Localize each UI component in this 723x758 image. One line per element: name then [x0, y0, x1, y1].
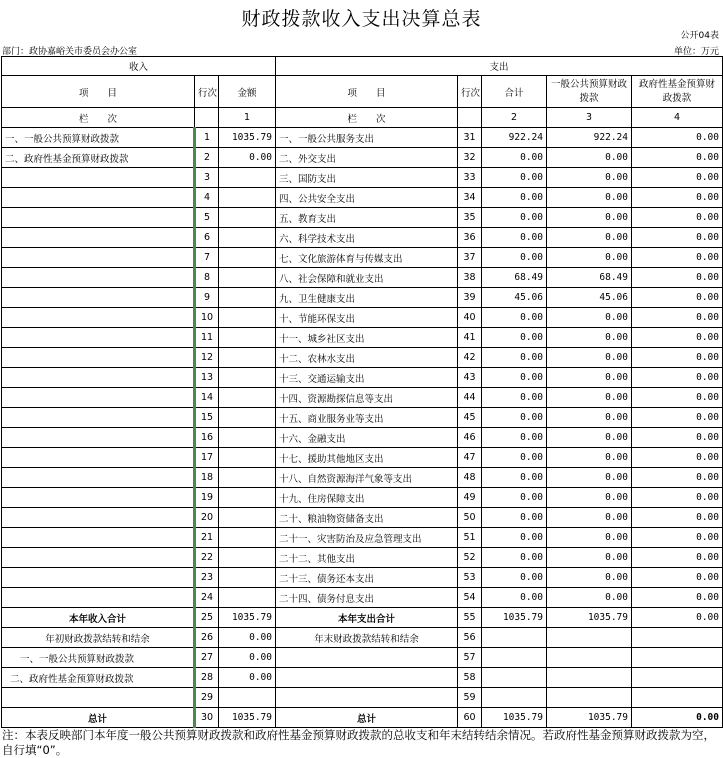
expense-total: 0.00	[482, 428, 547, 448]
expense-item: 五、教育支出	[276, 208, 458, 228]
expense-item: 十一、城乡社区支出	[276, 328, 458, 348]
expense-total: 0.00	[482, 168, 547, 188]
expense-general-budget: 0.00	[547, 388, 632, 408]
expense-row-no: 31	[458, 128, 482, 148]
expense-row-no: 54	[458, 588, 482, 608]
expense-total: 1035.79	[482, 608, 547, 628]
income-row-no: 19	[195, 488, 219, 508]
table-row	[2, 548, 723, 568]
expense-row-no: 52	[458, 548, 482, 568]
income-amount: 1035.79	[219, 608, 276, 628]
expense-general-budget: 0.00	[547, 208, 632, 228]
income-item	[2, 528, 195, 548]
expense-general-budget: 68.49	[547, 268, 632, 288]
expense-gov-fund: 0.00	[632, 468, 723, 488]
income-amount	[219, 408, 276, 428]
expense-row-no: 50	[458, 508, 482, 528]
income-amount	[219, 208, 276, 228]
expense-total: 0.00	[482, 248, 547, 268]
expense-item: 三、国防支出	[276, 168, 458, 188]
expense-gov-fund: 0.00	[632, 528, 723, 548]
income-row-no: 2	[195, 148, 219, 168]
expense-total: 0.00	[482, 488, 547, 508]
table-row	[2, 268, 723, 288]
income-item	[2, 328, 195, 348]
expense-row-no: 38	[458, 268, 482, 288]
expense-item: 十五、商业服务业等支出	[276, 408, 458, 428]
income-amount	[219, 288, 276, 308]
income-item	[2, 348, 195, 368]
expense-total: 0.00	[482, 308, 547, 328]
table-row	[2, 308, 723, 328]
expense-general-budget: 922.24	[547, 128, 632, 148]
expense-total	[482, 668, 547, 688]
income-item: 一、一般公共预算财政拨款	[2, 128, 195, 148]
income-amount	[219, 528, 276, 548]
expense-item: 十九、住房保障支出	[276, 488, 458, 508]
income-amount	[219, 428, 276, 448]
income-row-no: 5	[195, 208, 219, 228]
income-amount	[219, 588, 276, 608]
expense-item: 十七、援助其他地区支出	[276, 448, 458, 468]
income-row-no: 21	[195, 528, 219, 548]
expense-item: 十、节能环保支出	[276, 308, 458, 328]
expense-header: 支出	[276, 57, 723, 76]
table-row	[2, 468, 723, 488]
income-row-no: 20	[195, 508, 219, 528]
expense-item: 二十三、债务还本支出	[276, 568, 458, 588]
expense-general-budget: 0.00	[547, 448, 632, 468]
expense-general-budget: 0.00	[547, 488, 632, 508]
expense-gov-fund: 0.00	[632, 208, 723, 228]
expense-row-no: 43	[458, 368, 482, 388]
income-item	[2, 228, 195, 248]
expense-item: 二、外交支出	[276, 148, 458, 168]
expense-item: 九、卫生健康支出	[276, 288, 458, 308]
expense-total: 0.00	[482, 468, 547, 488]
budget-table	[1, 56, 723, 728]
expense-general-budget: 0.00	[547, 568, 632, 588]
unit-label: 单位：万元	[673, 47, 719, 57]
income-amount	[219, 568, 276, 588]
expense-gov-fund	[632, 628, 723, 648]
income-row-no: 1	[195, 128, 219, 148]
income-amount	[219, 468, 276, 488]
expense-total: 0.00	[482, 188, 547, 208]
expense-gov-fund	[632, 668, 723, 688]
form-code: 公开04表	[680, 31, 719, 41]
income-amount	[219, 368, 276, 388]
income-amount	[219, 268, 276, 288]
col-number-1: 1	[219, 108, 276, 128]
expense-general-budget: 0.00	[547, 468, 632, 488]
expense-general-budget: 1035.79	[547, 608, 632, 628]
income-amount	[219, 448, 276, 468]
expense-row-no: 59	[458, 688, 482, 708]
expense-total: 0.00	[482, 348, 547, 368]
table-row	[2, 408, 723, 428]
expense-row-no: 56	[458, 628, 482, 648]
income-row-no: 22	[195, 548, 219, 568]
income-amount: 0.00	[219, 648, 276, 668]
expense-general-budget: 0.00	[547, 508, 632, 528]
income-amount	[219, 348, 276, 368]
income-row-no: 17	[195, 448, 219, 468]
income-summary-item: 总计	[2, 708, 195, 728]
expense-summary-item	[276, 648, 458, 668]
income-row-no: 16	[195, 428, 219, 448]
income-item	[2, 448, 195, 468]
expense-general-budget	[547, 668, 632, 688]
expense-gov-fund: 0.00	[632, 248, 723, 268]
expense-total	[482, 688, 547, 708]
expense-gov-fund: 0.00	[632, 268, 723, 288]
expense-item: 二十二、其他支出	[276, 548, 458, 568]
expense-general-budget: 0.00	[547, 548, 632, 568]
income-summary-item: 二、政府性基金预算财政拨款	[2, 668, 195, 688]
summary-row	[2, 668, 723, 688]
expense-row-no: 49	[458, 488, 482, 508]
expense-row-no: 36	[458, 228, 482, 248]
expense-gov-fund: 0.00	[632, 148, 723, 168]
expense-general-budget	[547, 688, 632, 708]
expense-item: 十四、资源勘探信息等支出	[276, 388, 458, 408]
expense-item: 二十、粮油物资储备支出	[276, 508, 458, 528]
expense-general-budget: 0.00	[547, 248, 632, 268]
expense-gov-fund: 0.00	[632, 608, 723, 628]
income-amount	[219, 228, 276, 248]
expense-row-no: 34	[458, 188, 482, 208]
income-row-no: 18	[195, 468, 219, 488]
expense-gov-fund: 0.00	[632, 488, 723, 508]
expense-row-no: 55	[458, 608, 482, 628]
expense-general-budget: 0.00	[547, 188, 632, 208]
income-item	[2, 288, 195, 308]
expense-general-budget: 45.06	[547, 288, 632, 308]
income-amount	[219, 308, 276, 328]
table-row	[2, 248, 723, 268]
table-row	[2, 448, 723, 468]
expense-total: 45.06	[482, 288, 547, 308]
expense-general-budget: 0.00	[547, 308, 632, 328]
expense-total: 0.00	[482, 328, 547, 348]
table-row	[2, 428, 723, 448]
expense-gov-fund: 0.00	[632, 508, 723, 528]
gov-fund-header: 政府性基金预算财政拨款	[632, 76, 723, 108]
expense-row-no: 33	[458, 168, 482, 188]
income-amount	[219, 388, 276, 408]
expense-total	[482, 628, 547, 648]
expense-summary-item: 本年支出合计	[276, 608, 458, 628]
income-item	[2, 248, 195, 268]
expense-general-budget: 0.00	[547, 148, 632, 168]
expense-gov-fund: 0.00	[632, 408, 723, 428]
income-row-no: 26	[195, 628, 219, 648]
expense-general-budget: 0.00	[547, 348, 632, 368]
income-item	[2, 508, 195, 528]
income-row-no: 8	[195, 268, 219, 288]
expense-item: 二十一、灾害防治及应急管理支出	[276, 528, 458, 548]
expense-item: 十六、金融支出	[276, 428, 458, 448]
expense-item-header: 项 目	[276, 76, 458, 108]
income-amount	[219, 248, 276, 268]
income-row-no: 11	[195, 328, 219, 348]
expense-row-no: 44	[458, 388, 482, 408]
expense-general-budget: 0.00	[547, 588, 632, 608]
expense-row-no: 39	[458, 288, 482, 308]
income-item	[2, 568, 195, 588]
expense-row-no: 32	[458, 148, 482, 168]
table-row	[2, 588, 723, 608]
income-amount: 1035.79	[219, 708, 276, 728]
expense-row-no: 42	[458, 348, 482, 368]
table-row	[2, 128, 723, 148]
income-lanci-label: 栏 次	[2, 108, 195, 128]
income-summary-item: 一、一般公共预算财政拨款	[2, 648, 195, 668]
expense-total: 1035.79	[482, 708, 547, 728]
expense-gov-fund: 0.00	[632, 568, 723, 588]
table-row	[2, 488, 723, 508]
expense-row-no: 51	[458, 528, 482, 548]
expense-item: 十三、交通运输支出	[276, 368, 458, 388]
income-item	[2, 388, 195, 408]
expense-row-no: 57	[458, 648, 482, 668]
income-item	[2, 428, 195, 448]
expense-summary-item: 年末财政拨款结转和结余	[276, 628, 458, 648]
expense-summary-item	[276, 688, 458, 708]
report-title: 财政拨款收入支出决算总表	[241, 8, 482, 30]
income-row-no: 7	[195, 248, 219, 268]
empty-cell	[195, 108, 219, 128]
table-row	[2, 168, 723, 188]
income-summary-item	[2, 688, 195, 708]
table-row	[2, 528, 723, 548]
department-label: 部门：政协嘉峪关市委员会办公室	[2, 47, 138, 57]
expense-general-budget: 0.00	[547, 368, 632, 388]
expense-gov-fund: 0.00	[632, 288, 723, 308]
expense-lanci-label: 栏 次	[276, 108, 458, 128]
expense-gov-fund: 0.00	[632, 348, 723, 368]
expense-general-budget: 0.00	[547, 168, 632, 188]
expense-row-no: 35	[458, 208, 482, 228]
table-row	[2, 388, 723, 408]
income-amount	[219, 328, 276, 348]
income-item-header: 项 目	[2, 76, 195, 108]
income-summary-item: 年初财政拨款结转和结余	[2, 628, 195, 648]
expense-total: 0.00	[482, 508, 547, 528]
expense-total	[482, 648, 547, 668]
expense-general-budget: 0.00	[547, 408, 632, 428]
empty-cell	[458, 108, 482, 128]
income-item	[2, 268, 195, 288]
income-row-no: 29	[195, 688, 219, 708]
expense-gov-fund: 0.00	[632, 368, 723, 388]
income-row-no: 25	[195, 608, 219, 628]
expense-general-budget: 0.00	[547, 428, 632, 448]
income-summary-item: 本年收入合计	[2, 608, 195, 628]
expense-gov-fund: 0.00	[632, 328, 723, 348]
income-row-no: 30	[195, 708, 219, 728]
income-header: 收入	[2, 57, 276, 76]
expense-row-no: 41	[458, 328, 482, 348]
col-number-4: 4	[632, 108, 723, 128]
expense-general-budget	[547, 648, 632, 668]
expense-total: 0.00	[482, 368, 547, 388]
income-item	[2, 588, 195, 608]
income-amount-header: 金额	[219, 76, 276, 108]
expense-row-no: 60	[458, 708, 482, 728]
expense-gov-fund	[632, 648, 723, 668]
expense-total: 68.49	[482, 268, 547, 288]
income-row-no: 3	[195, 168, 219, 188]
income-amount: 0.00	[219, 628, 276, 648]
expense-gov-fund: 0.00	[632, 168, 723, 188]
table-row	[2, 348, 723, 368]
expense-row-no-header: 行次	[458, 76, 482, 108]
summary-row	[2, 608, 723, 628]
income-amount	[219, 168, 276, 188]
income-amount: 0.00	[219, 148, 276, 168]
income-row-no-header: 行次	[195, 76, 219, 108]
expense-gov-fund: 0.00	[632, 388, 723, 408]
summary-row	[2, 628, 723, 648]
expense-item: 一、一般公共服务支出	[276, 128, 458, 148]
income-row-no: 14	[195, 388, 219, 408]
income-item: 二、政府性基金预算财政拨款	[2, 148, 195, 168]
income-item	[2, 548, 195, 568]
expense-total: 0.00	[482, 148, 547, 168]
summary-row	[2, 708, 723, 728]
table-row	[2, 288, 723, 308]
table-row	[2, 188, 723, 208]
expense-total: 0.00	[482, 588, 547, 608]
expense-total: 922.24	[482, 128, 547, 148]
table-row	[2, 568, 723, 588]
income-amount	[219, 688, 276, 708]
income-item	[2, 308, 195, 328]
income-row-no: 23	[195, 568, 219, 588]
income-amount: 1035.79	[219, 128, 276, 148]
income-row-no: 28	[195, 668, 219, 688]
expense-gov-fund: 0.00	[632, 188, 723, 208]
expense-row-no: 58	[458, 668, 482, 688]
expense-gov-fund: 0.00	[632, 428, 723, 448]
expense-general-budget: 0.00	[547, 328, 632, 348]
expense-item: 十二、农林水支出	[276, 348, 458, 368]
expense-row-no: 40	[458, 308, 482, 328]
expense-gov-fund: 0.00	[632, 448, 723, 468]
expense-item: 二十四、债务付息支出	[276, 588, 458, 608]
expense-row-no: 48	[458, 468, 482, 488]
expense-item: 七、文化旅游体育与传媒支出	[276, 248, 458, 268]
income-amount	[219, 548, 276, 568]
income-amount	[219, 488, 276, 508]
expense-general-budget: 0.00	[547, 228, 632, 248]
income-item	[2, 468, 195, 488]
expense-summary-item: 总计	[276, 708, 458, 728]
income-amount	[219, 188, 276, 208]
income-row-no: 24	[195, 588, 219, 608]
income-item	[2, 488, 195, 508]
expense-item: 六、科学技术支出	[276, 228, 458, 248]
income-row-no: 13	[195, 368, 219, 388]
expense-gov-fund	[632, 688, 723, 708]
expense-row-no: 47	[458, 448, 482, 468]
expense-gov-fund: 0.00	[632, 548, 723, 568]
expense-row-no: 37	[458, 248, 482, 268]
expense-total: 0.00	[482, 448, 547, 468]
income-item	[2, 168, 195, 188]
expense-row-no: 46	[458, 428, 482, 448]
col-number-3: 3	[547, 108, 632, 128]
expense-gov-fund: 0.00	[632, 228, 723, 248]
summary-row	[2, 688, 723, 708]
expense-gov-fund: 0.00	[632, 708, 723, 728]
summary-row	[2, 648, 723, 668]
expense-general-budget: 1035.79	[547, 708, 632, 728]
expense-total: 0.00	[482, 388, 547, 408]
table-row	[2, 368, 723, 388]
income-row-no: 10	[195, 308, 219, 328]
col-number-2: 2	[482, 108, 547, 128]
expense-total: 0.00	[482, 568, 547, 588]
expense-general-budget: 0.00	[547, 528, 632, 548]
income-row-no: 15	[195, 408, 219, 428]
expense-gov-fund: 0.00	[632, 588, 723, 608]
table-row	[2, 328, 723, 348]
table-row	[2, 508, 723, 528]
expense-gov-fund: 0.00	[632, 128, 723, 148]
income-item	[2, 368, 195, 388]
expense-row-no: 45	[458, 408, 482, 428]
expense-item: 八、社会保障和就业支出	[276, 268, 458, 288]
income-row-no: 6	[195, 228, 219, 248]
expense-total: 0.00	[482, 548, 547, 568]
table-row	[2, 208, 723, 228]
income-amount: 0.00	[219, 668, 276, 688]
expense-item: 十八、自然资源海洋气象等支出	[276, 468, 458, 488]
footnote: 注：本表反映部门本年度一般公共预算财政拨款和政府性基金预算财政拨款的总收支和年末结转结余情况。若政府性基金预算财政拨款为空，自行填“0”。	[2, 728, 715, 757]
expense-total: 0.00	[482, 528, 547, 548]
general-budget-header: 一般公共预算财政拨款	[547, 76, 632, 108]
expense-row-no: 53	[458, 568, 482, 588]
income-item	[2, 408, 195, 428]
income-item	[2, 208, 195, 228]
income-row-no: 27	[195, 648, 219, 668]
table-row	[2, 148, 723, 168]
table-row	[2, 228, 723, 248]
income-item	[2, 188, 195, 208]
income-row-no: 12	[195, 348, 219, 368]
expense-gov-fund: 0.00	[632, 308, 723, 328]
expense-item: 四、公共安全支出	[276, 188, 458, 208]
expense-general-budget	[547, 628, 632, 648]
expense-summary-item	[276, 668, 458, 688]
expense-total-header: 合计	[482, 76, 547, 108]
income-row-no: 9	[195, 288, 219, 308]
expense-total: 0.00	[482, 228, 547, 248]
income-amount	[219, 508, 276, 528]
expense-total: 0.00	[482, 208, 547, 228]
expense-total: 0.00	[482, 408, 547, 428]
income-row-no: 4	[195, 188, 219, 208]
